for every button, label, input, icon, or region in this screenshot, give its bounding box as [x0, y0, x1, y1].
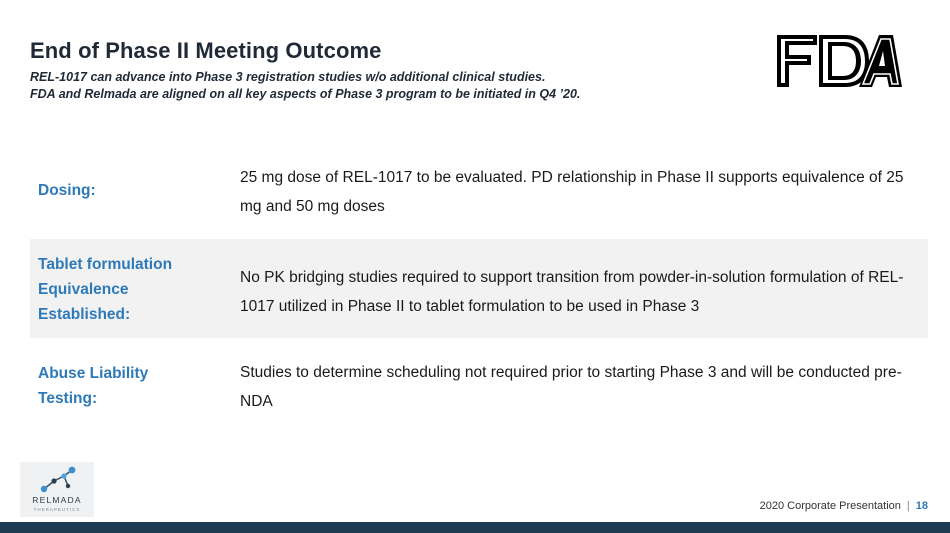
- row-label-line: Equivalence: [38, 281, 129, 298]
- row-label: [38, 361, 148, 411]
- row-label: [38, 178, 96, 203]
- row-dosing: [30, 160, 928, 232]
- row-description: Studies to determine scheduling not required prior to starting Phase 3 and will be conducted pre-NDA: [240, 364, 902, 410]
- fda-logo: [775, 33, 903, 89]
- subtitle-line-2: FDA and Relmada are aligned on all key aspects of Phase 3 program to be initiated in Q4 ’20.: [30, 87, 581, 101]
- row-tablet-formulation: [30, 239, 928, 338]
- row-label-line: Established:: [38, 306, 131, 323]
- footer: [760, 500, 928, 512]
- relmada-logo: [20, 462, 94, 517]
- row-label-line: Testing:: [38, 390, 98, 407]
- footer-text: 2020 Corporate Presentation: [759, 500, 901, 512]
- slide-title: End of Phase II Meeting Outcome: [30, 38, 382, 63]
- row-label-line: Abuse Liability: [38, 365, 149, 382]
- row-label-line: Dosing:: [38, 182, 96, 199]
- row-description: 25 mg dose of REL-1017 to be evaluated. PD relationship in Phase II supports equivalence of 25 mg and 50 mg doses: [240, 169, 904, 215]
- company-tagline: THERAPEUTICS: [33, 507, 81, 512]
- row-description: No PK bridging studies required to support transition from powder-in-solution formulation of REL-1017 utilized in Phase II to tablet formulation to be used in Phase 3: [240, 269, 904, 315]
- bottom-bar: [0, 522, 950, 533]
- company-name: RELMADA: [32, 495, 82, 505]
- molecule-icon: [38, 466, 78, 494]
- row-label: [38, 252, 172, 327]
- subtitle-line-1: REL-1017 can advance into Phase 3 registration studies w/o additional clinical studies.: [30, 70, 546, 84]
- row-abuse-liability: [30, 358, 928, 418]
- footer-separator: |: [906, 500, 910, 512]
- page-number: 18: [915, 500, 928, 512]
- row-label-line: Tablet formulation: [38, 256, 173, 273]
